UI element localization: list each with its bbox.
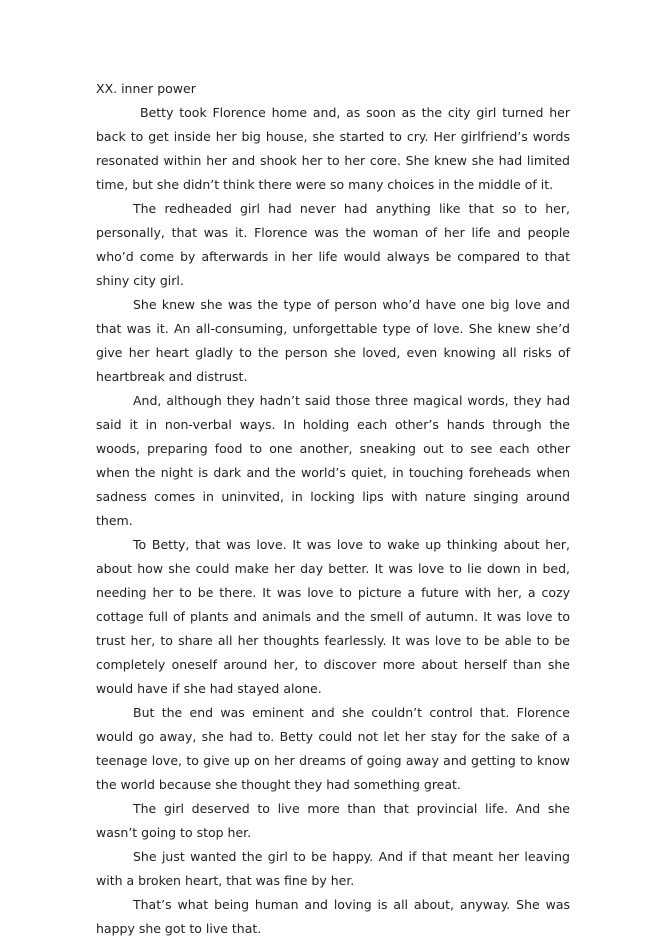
paragraph: She knew she was the type of person who’d have one big love and that was it. An all-consuming, unforgettable type of love. She knew she’d give her heart gladly to the person she loved, even knowing all risks of heartbreak and distrust. xyxy=(96,297,570,384)
document-body xyxy=(96,79,570,941)
paragraph: To Betty, that was love. It was love to wake up thinking about her, about how she could make her day better. It was love to lie down in bed, needing her to be there. It was love to picture a future with her, a cozy cottage full of plants and animals and the smell of autumn. It was love to trust her, to share all her thoughts fearlessly. It was love to be able to be completely oneself around her, to discover more about herself than she would have if she had stayed alone. xyxy=(96,537,570,696)
paragraph: But the end was eminent and she couldn’t control that. Florence would go away, she had to. Betty could not let her stay for the sake of a teenage love, to give up on her dreams of going away and getting to know the world because she thought they had something great. xyxy=(96,705,570,792)
chapter-title: XX. inner power xyxy=(96,81,196,96)
paragraph: The girl deserved to live more than that provincial life. And she wasn’t going to stop her. xyxy=(96,801,570,840)
paragraph: Betty took Florence home and, as soon as the city girl turned her back to get inside her big house, she started to cry. Her girlfriend’s words resonated within her and shook her to her core. She knew she had limited time, but she didn’t think there were so many choices in the middle of it. xyxy=(96,105,570,192)
paragraph: And, although they hadn’t said those three magical words, they had said it in non-verbal ways. In holding each other’s hands through the woods, preparing food to one another, sneaking out to see each other when the night is dark and the world’s quiet, in touching foreheads when sadness comes in uninvited, in locking lips with nature singing around them. xyxy=(96,393,570,528)
paragraph: She just wanted the girl to be happy. And if that meant her leaving with a broken heart, that was fine by her. xyxy=(96,849,570,888)
paragraph: The redheaded girl had never had anything like that so to her, personally, that was it. Florence was the woman of her life and people who’d come by afterwards in her life would always be compared to that shiny city girl. xyxy=(96,201,570,288)
paragraph: That’s what being human and loving is all about, anyway. She was happy she got to live that. xyxy=(96,897,570,936)
